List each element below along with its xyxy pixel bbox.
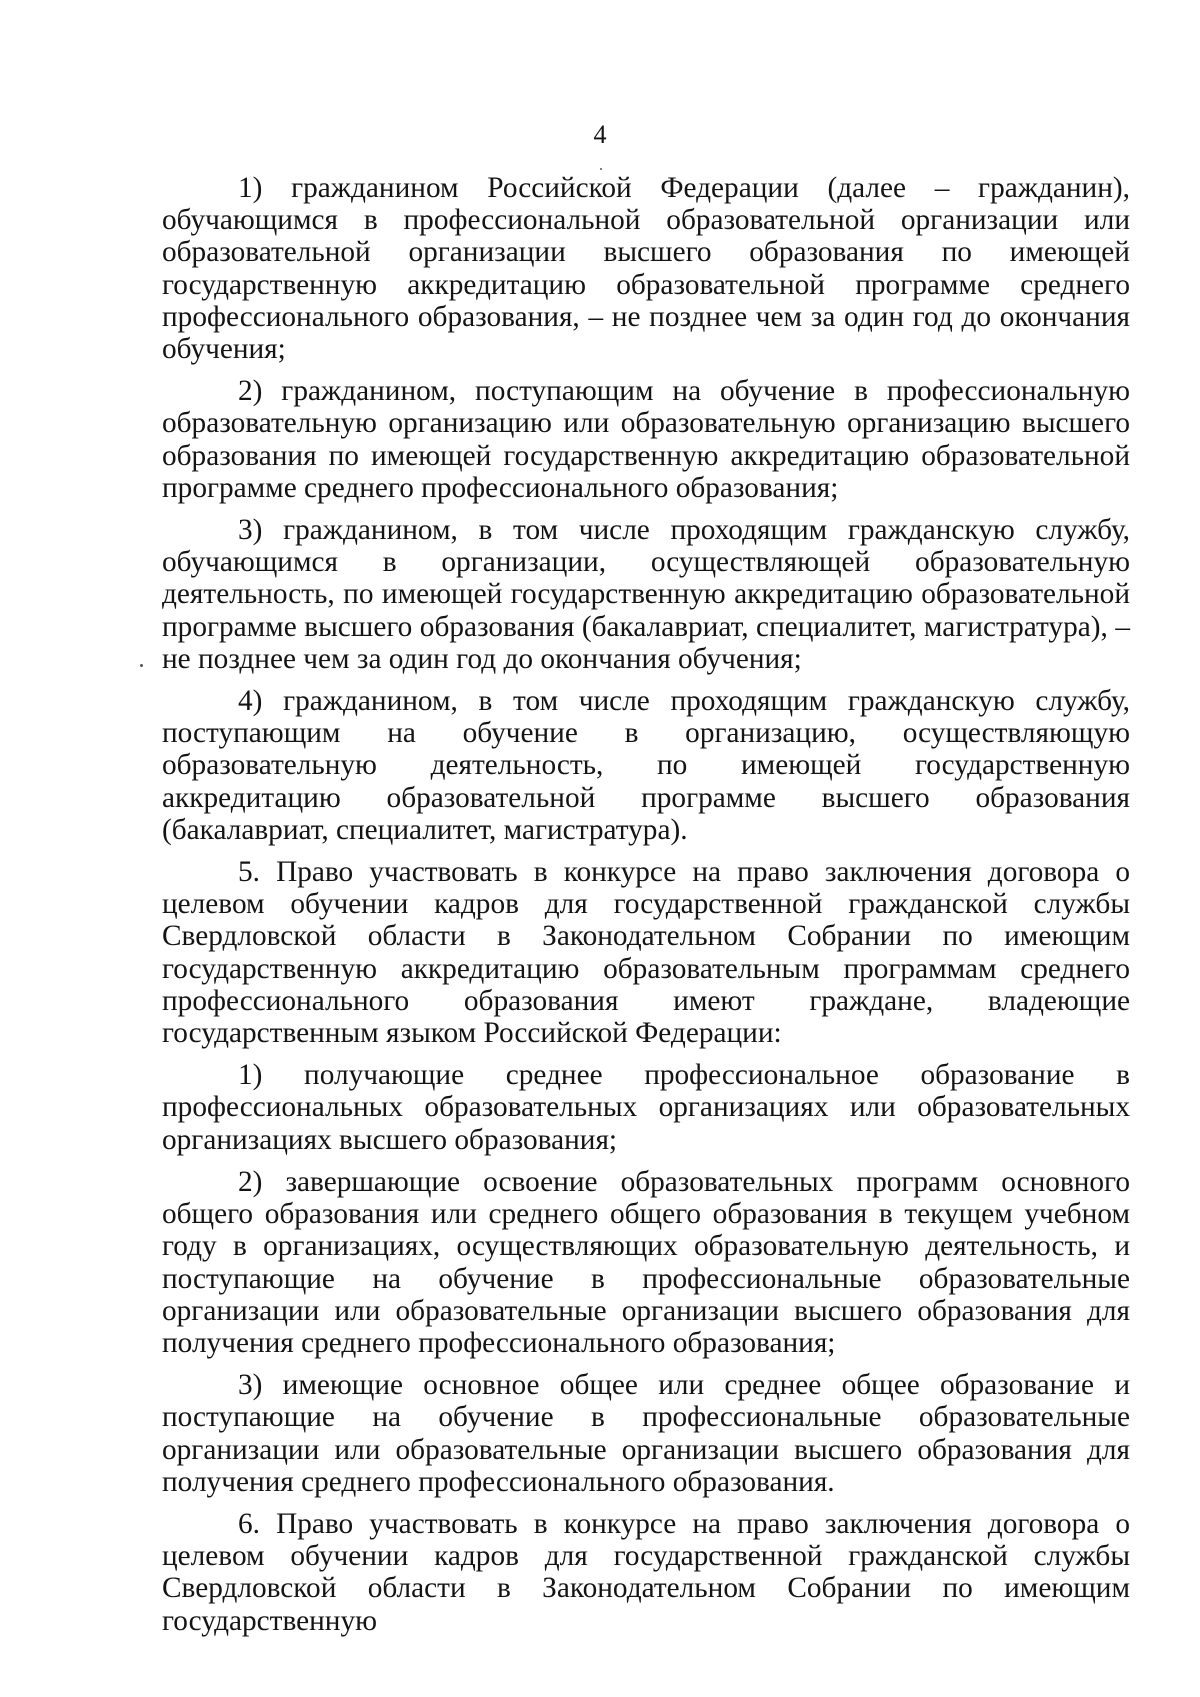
scan-speck bbox=[600, 168, 602, 170]
paragraph-section-5-item-3: 3) имеющие основное общее или среднее общее образование и поступающие на обучение в профессиональные образовательные организации или образовательные организации высшего образования для получения среднего профессионального образования. bbox=[162, 1369, 1130, 1498]
scan-speck bbox=[140, 664, 143, 667]
paragraph-item-4: 4) гражданином, в том числе проходящим гражданскую службу, поступающим на обучение в организацию, осуществляющую образовательную деятельность, по имеющей государственную аккредитацию образовательной программе высшего образования (бакалавриат, специалитет, магистратура). bbox=[162, 685, 1130, 846]
paragraph-section-5-item-1: 1) получающие среднее профессиональное образование в профессиональных образовательных организациях или образовательных организациях высшего образования; bbox=[162, 1059, 1130, 1156]
paragraph-item-1: 1) гражданином Российской Федерации (далее – гражданин), обучающимся в профессиональной образовательной организации или образовательной организации высшего образования по имеющей государственную аккредитацию образовательной программе среднего профессионального образования, – не позднее чем за один год до окончания обучения; bbox=[162, 172, 1130, 366]
document-body bbox=[162, 172, 1130, 1637]
paragraph-item-3: 3) гражданином, в том числе проходящим гражданскую службу, обучающимся в организации, осуществляющей образовательную деятельность, по имеющей государственную аккредитацию образовательной программе высшего образования (бакалавриат, специалитет, магистратура), – не позднее чем за один год до окончания обучения; bbox=[162, 514, 1130, 675]
paragraph-item-2: 2) гражданином, поступающим на обучение в профессиональную образовательную организацию или образовательную организацию высшего образования по имеющей государственную аккредитацию образовательной программе среднего профессионального образования; bbox=[162, 375, 1130, 504]
page-number: 4 bbox=[593, 120, 607, 149]
paragraph-section-5: 5. Право участвовать в конкурсе на право заключения договора о целевом обучении кадров для государственной гражданской службы Свердловской области в Законодательном Собрании по имеющим государственную аккредитацию образовательным программам среднего профессионального образования имеют граждане, владеющие государственным языком Российской Федерации: bbox=[162, 856, 1130, 1050]
paragraph-section-6: 6. Право участвовать в конкурсе на право заключения договора о целевом обучении кадров для государственной гражданской службы Свердловской области в Законодательном Собрании по имеющим государственную bbox=[162, 1507, 1130, 1637]
paragraph-section-5-item-2: 2) завершающие освоение образовательных программ основного общего образования или среднего общего образования в текущем учебном году в организациях, осуществляющих образовательную деятельность, и поступающие на обучение в профессиональные образовательные организации или образовательные организации высшего образования для получения среднего профессионального образования; bbox=[162, 1165, 1130, 1359]
